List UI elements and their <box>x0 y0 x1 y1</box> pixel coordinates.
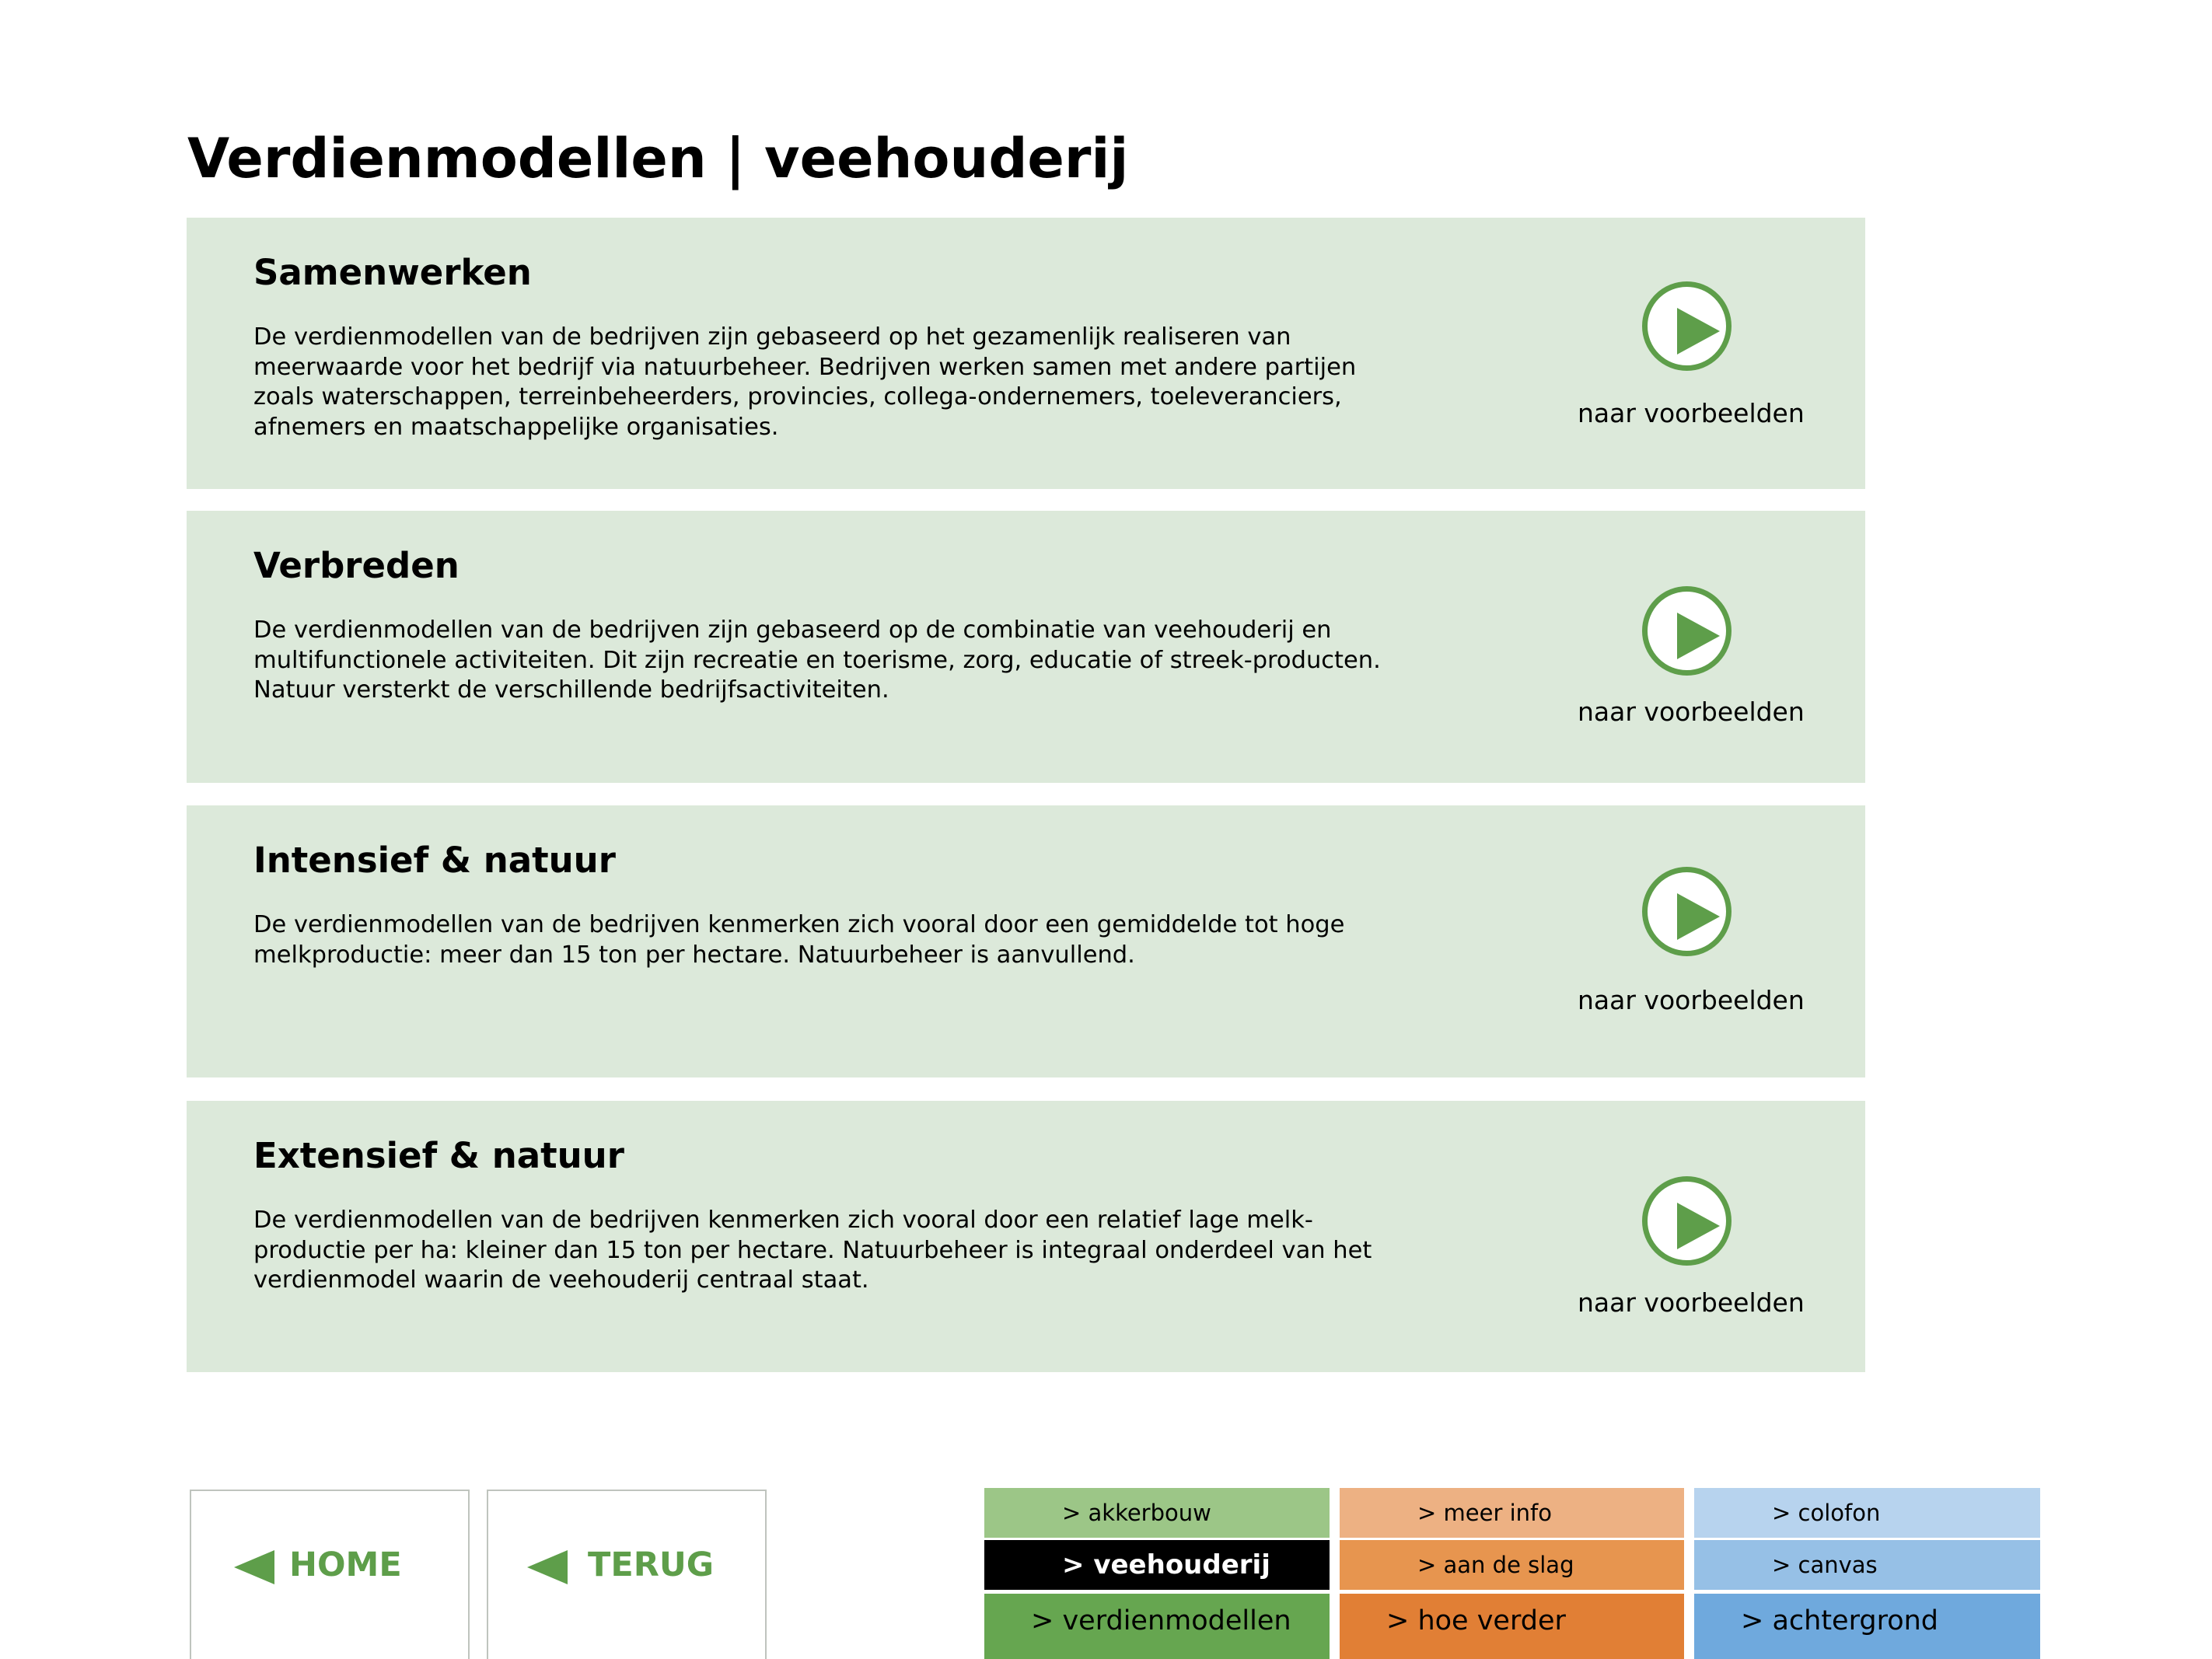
play-icon[interactable] <box>1642 281 1732 371</box>
examples-link[interactable]: naar voorbeelden <box>1578 985 1805 1015</box>
back-button[interactable] <box>487 1490 767 1659</box>
examples-link[interactable]: naar voorbeelden <box>1578 1287 1805 1318</box>
panel-description: De verdienmodellen van de bedrijven zijn gebaseerd op het gezamenlijk realiseren van meerwaarde voor het bedrijf via natuurbeheer. Bedrijven werken samen met andere partijen zoals waterschappen, terreinbeheerders, provincies, collega-ondernemers, toeleveranciers, afnemers en maatschappelijke organisaties. <box>253 323 1357 441</box>
panel-extensief-natuur <box>187 1101 1865 1372</box>
home-button[interactable] <box>190 1490 470 1659</box>
play-icon[interactable] <box>1642 1176 1732 1266</box>
panel-samenwerken <box>187 218 1865 489</box>
panel-description: De verdienmodellen van de bedrijven kenmerken zich vooral door een gemiddelde tot hoge melkproductie: meer dan 15 ton per hectare. Natuurbeheer is aanvullend. <box>253 911 1345 969</box>
panel-verbreden <box>187 511 1865 783</box>
home-label: HOME <box>289 1545 402 1584</box>
arrow-left-icon <box>234 1550 274 1584</box>
menu-item-canvas[interactable]: > canvas <box>1694 1540 2040 1590</box>
menu-item-veehouderij[interactable]: > veehouderij <box>984 1540 1330 1590</box>
play-icon[interactable] <box>1642 586 1732 676</box>
panel-description: De verdienmodellen van de bedrijven kenmerken zich vooral door een relatief lage melk-productie per ha: kleiner dan 15 ton per hectare. Natuurbeheer is integraal onderdeel van het verdienmodel waarin de veehouderij centraal staat. <box>253 1207 1372 1294</box>
menu-item-aan-de-slag[interactable]: > aan de slag <box>1340 1540 1684 1590</box>
panel-title: Extensief & natuur <box>253 1135 624 1176</box>
menu-item-akkerbouw[interactable]: > akkerbouw <box>984 1488 1330 1538</box>
menu-item-achtergrond[interactable]: > achtergrond <box>1694 1594 2040 1659</box>
panel-title: Verbreden <box>253 545 460 586</box>
panel-title: Samenwerken <box>253 252 532 293</box>
menu-item-hoe-verder[interactable]: > hoe verder <box>1340 1594 1684 1659</box>
examples-link[interactable]: naar voorbeelden <box>1578 398 1805 428</box>
menu-item-colofon[interactable]: > colofon <box>1694 1488 2040 1538</box>
back-label: TERUG <box>588 1545 715 1584</box>
panel-title: Intensief & natuur <box>253 840 616 881</box>
menu-item-meer-info[interactable]: > meer info <box>1340 1488 1684 1538</box>
play-icon[interactable] <box>1642 867 1732 956</box>
examples-link[interactable]: naar voorbeelden <box>1578 697 1805 727</box>
panel-intensief-natuur <box>187 805 1865 1077</box>
arrow-left-icon <box>527 1550 568 1584</box>
panel-description: De verdienmodellen van de bedrijven zijn gebaseerd op de combinatie van veehouderij en multifunctionele activiteiten. Dit zijn recreatie en toerisme, zorg, educatie of streek-producten. Natuur versterkt de verschillende bedrijfsactiviteiten. <box>253 616 1381 704</box>
page-title: Verdienmodellen | veehouderij <box>187 127 1129 190</box>
menu-item-verdienmodellen[interactable]: > verdienmodellen <box>984 1594 1330 1659</box>
